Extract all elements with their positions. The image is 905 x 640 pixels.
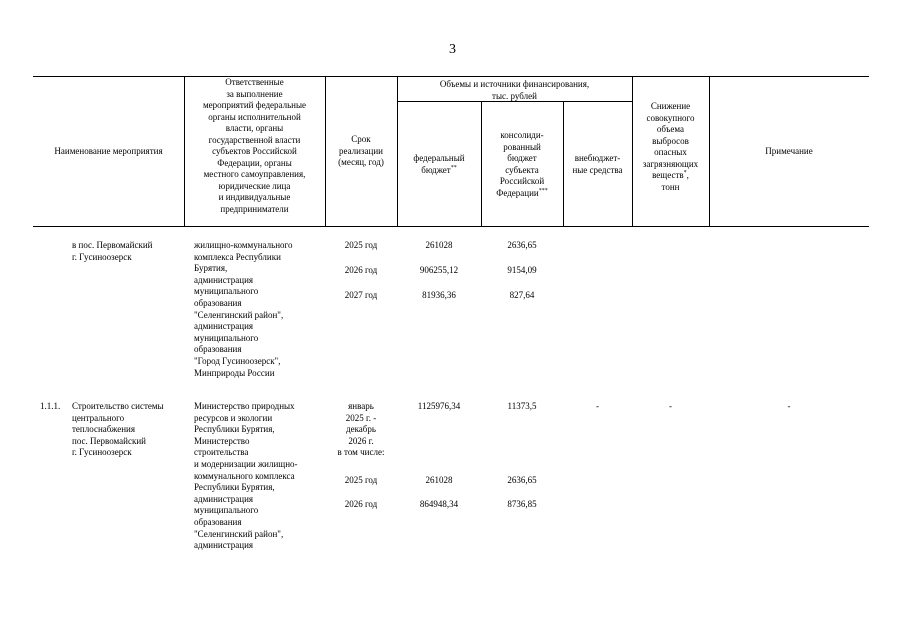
header-reduction xyxy=(632,101,709,193)
row-responsible-line: муниципального xyxy=(194,505,259,516)
row-responsible-line: коммунального комплекса xyxy=(194,470,295,481)
header-note xyxy=(709,146,869,158)
row-responsible-line: Министерство природных xyxy=(194,401,295,411)
row-responsible-line: образования xyxy=(194,516,242,527)
header-line: Срок xyxy=(351,134,371,144)
header-line: Российской xyxy=(499,176,545,186)
row-name-line: в пос. Первомайский xyxy=(72,240,153,250)
header-line: бюджет xyxy=(507,153,537,163)
consolidated-value: 2636,65 xyxy=(507,475,537,485)
row-responsible-line: "Селенгинский район", xyxy=(194,309,284,320)
term-line: декабрь xyxy=(346,424,376,435)
header-line-text: Федерации xyxy=(496,187,539,198)
reduction-value: - xyxy=(669,401,672,411)
header-line: тонн xyxy=(661,181,680,192)
header-line: внебюджет- xyxy=(574,153,621,163)
row-responsible-line: образования xyxy=(194,344,242,355)
term-cell: 2026 год xyxy=(344,265,378,275)
federal-value: 1125976,34 xyxy=(417,401,461,411)
header-line xyxy=(481,188,563,200)
header-line: тыс. рублей xyxy=(492,90,537,101)
header-responsible xyxy=(184,77,325,215)
row-name-line: г. Гусиноозерск xyxy=(72,447,132,458)
header-line: государственной власти xyxy=(208,134,301,145)
header-line: опасных xyxy=(654,147,687,157)
row-responsible-line: "Город Гусиноозерск", xyxy=(194,355,281,366)
header-financing-group xyxy=(397,79,632,102)
row-name-line: центрального xyxy=(72,412,125,423)
header-note-text: Примечание xyxy=(765,146,813,156)
header-line: реализации xyxy=(339,145,383,156)
header-line: предприниматели xyxy=(220,203,289,214)
note-value: - xyxy=(787,401,791,411)
header-line: выбросов xyxy=(652,135,689,146)
row-responsible-line: администрация xyxy=(194,321,254,332)
term-cell xyxy=(325,401,397,459)
row-name-line: г. Гусиноозерск xyxy=(72,251,132,262)
term-line: 2025 г. - xyxy=(345,412,377,423)
row-name xyxy=(72,240,153,263)
row-responsible-line: ресурсов и экологии xyxy=(194,412,273,423)
header-line: ные средства xyxy=(572,164,623,175)
header-extrabudget xyxy=(563,153,632,176)
term-cell: 2025 год xyxy=(344,240,378,250)
header-line: власти, органы xyxy=(225,123,284,133)
row-responsible-line: администрация xyxy=(194,540,254,551)
header-line: Снижение xyxy=(650,101,691,111)
row-responsible-line: жилищно-коммунального xyxy=(194,240,293,250)
header-line xyxy=(397,165,481,177)
row-number: 1.1.1. xyxy=(40,401,61,411)
table-top-border xyxy=(33,76,869,77)
header-line: Объемы и источники финансирования, xyxy=(439,79,590,89)
term-cell: 2027 год xyxy=(344,290,378,300)
header-name xyxy=(33,146,184,158)
header-line: Федерации, органы xyxy=(217,157,292,168)
footnote-mark: *** xyxy=(538,187,548,194)
header-line: совокупного xyxy=(646,112,695,123)
row-responsible-line: Бурятия, xyxy=(194,263,228,274)
header-line: юридические лица xyxy=(218,180,291,191)
row-responsible-line: строительства xyxy=(194,447,249,458)
consolidated-value: 827,64 xyxy=(509,290,535,300)
header-line: и индивидуальные xyxy=(218,192,291,202)
row-responsible-line: администрация xyxy=(194,493,254,504)
header-line: мероприятий федеральные xyxy=(202,100,307,110)
page-number: 3 xyxy=(449,42,456,57)
consolidated-value: 8736,85 xyxy=(507,499,537,509)
term-line: в том числе: xyxy=(337,447,385,458)
federal-value: 261028 xyxy=(425,240,453,250)
consolidated-value: 11373,5 xyxy=(507,401,537,411)
header-line: субъекта xyxy=(505,164,539,175)
header-line-text: бюджет xyxy=(421,164,451,175)
federal-value: 81936,36 xyxy=(422,290,456,300)
header-consolidated xyxy=(481,130,563,199)
header-term xyxy=(325,134,397,169)
row-name-line: Строительство системы xyxy=(72,401,164,411)
header-line: федеральный xyxy=(413,153,465,163)
row-responsible xyxy=(194,240,293,379)
term-line: январь xyxy=(348,401,374,411)
header-line-text: веществ xyxy=(652,170,684,180)
federal-value: 261028 xyxy=(425,475,453,485)
row-responsible-line: Минприроды России xyxy=(194,367,275,378)
header-line: (месяц, год) xyxy=(338,157,384,167)
consolidated-value: 2636,65 xyxy=(507,240,537,250)
header-line: органы исполнительной xyxy=(208,111,301,122)
consolidated-value: 9154,09 xyxy=(507,265,537,275)
federal-value: 864948,34 xyxy=(419,499,459,509)
row-responsible-line: муниципального xyxy=(194,332,259,343)
row-responsible-line: муниципального xyxy=(194,286,259,297)
header-line: загрязняющих xyxy=(642,158,699,169)
header-line: консолиди- xyxy=(500,130,544,140)
row-responsible xyxy=(194,401,298,552)
header-line: за выполнение xyxy=(226,88,283,99)
row-responsible-line: администрация xyxy=(194,274,254,285)
term-cell: 2025 год xyxy=(344,475,378,485)
header-line: местного самоуправления, xyxy=(203,169,306,179)
header-line: субъектов Российской xyxy=(212,146,297,156)
federal-value: 906255,12 xyxy=(419,265,459,275)
row-responsible-line: Республики Бурятия, xyxy=(194,424,275,435)
header-line: рованный xyxy=(503,141,541,152)
header-federal xyxy=(397,153,481,176)
header-bottom-border xyxy=(33,226,869,227)
header-line: Ответственные xyxy=(225,77,284,87)
row-responsible-line: Министерство xyxy=(194,435,250,446)
row-name xyxy=(72,401,164,459)
extrabudget-value: - xyxy=(596,401,599,411)
row-responsible-line: и модернизации жилищно- xyxy=(194,458,298,469)
footnote-mark: * xyxy=(683,170,687,176)
row-name-line: теплоснабжения xyxy=(72,424,135,435)
header-name-text: Наименование мероприятия xyxy=(54,146,163,156)
row-name-line: пос. Первомайский xyxy=(72,435,146,446)
row-responsible-line: образования xyxy=(194,297,242,308)
header-line: объема xyxy=(656,124,685,134)
term-cell: 2026 год xyxy=(344,499,378,509)
row-responsible-line: Республики Бурятия, xyxy=(194,482,275,493)
row-responsible-line: комплекса Республики xyxy=(194,251,281,262)
footnote-mark: ** xyxy=(450,164,457,171)
header-line: веществ*, xyxy=(652,170,689,180)
term-line: 2026 г. xyxy=(348,435,374,446)
row-responsible-line: "Селенгинский район", xyxy=(194,528,284,539)
